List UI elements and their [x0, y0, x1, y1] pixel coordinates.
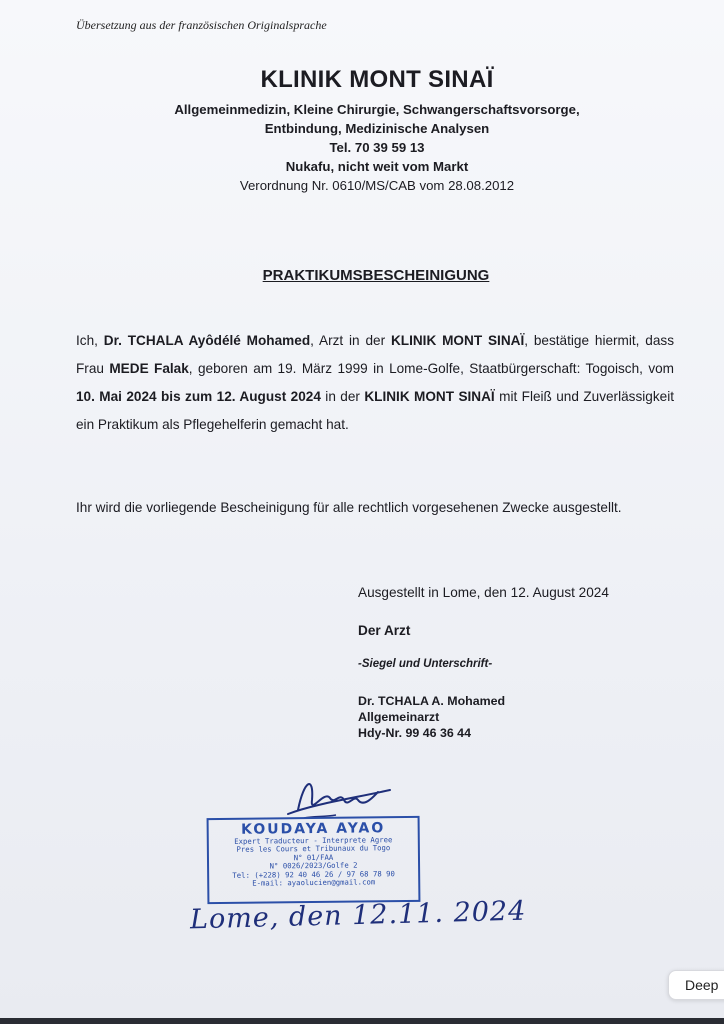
extension-tab-button[interactable]: Deep [668, 970, 724, 1000]
handwritten-date-note: Lome, den 12.11. 2024 [189, 895, 527, 936]
clinic-address: Nukafu, nicht weit vom Markt [285, 159, 469, 174]
seal-signature-label: -Siegel und Unterschrift- [358, 658, 493, 670]
purpose-paragraph: Ihr wird die vorliegende Bescheinigung für alle rechtlich vorgesehenen Zwecke ausgestellt. [76, 500, 622, 515]
clinic-name: KLINIK MONT SINAÏ [260, 66, 494, 93]
issue-place-date: Ausgestellt in Lome, den 12. August 2024 [358, 585, 609, 600]
document-title: PRAKTIKUMSBESCHEINIGUNG [262, 267, 490, 284]
text-segment: mit Fleiß und Zuverlässigkeit ein Praktikum als Pflegehelferin gemacht hat. [76, 389, 674, 432]
trainee-name: MEDE Falak [109, 361, 189, 376]
clinic-services-line2: Entbindung, Medizinische Analysen [264, 121, 490, 136]
stamp-name: KOUDAYA AYAO [241, 820, 386, 838]
translator-stamp [207, 816, 421, 904]
signer-name: Dr. TCHALA A. Mohamed [358, 694, 506, 708]
stamp-line: N° 01/FAA [293, 852, 334, 863]
text-segment: , Arzt in der [310, 333, 391, 348]
letterhead [0, 66, 724, 195]
stamp-line: Tel: (+228) 92 40 46 26 / 97 68 78 90 [232, 868, 395, 880]
stamp-line: N° 0026/2023/Golfe 2 [269, 860, 358, 871]
signer-title: Allgemeinarzt [358, 710, 440, 724]
stamp-line: Expert Traducteur - Interprete Agree [234, 835, 393, 846]
internship-period: 10. Mai 2024 bis zum 12. August 2024 [76, 389, 321, 404]
window-bottom-edge [0, 1018, 724, 1024]
signer-role: Der Arzt [358, 623, 411, 638]
certificate-paragraph [76, 327, 674, 439]
translation-note: Übersetzung aus der französischen Originalsprache [76, 18, 327, 32]
stamp-line: Pres les Cours et Tribunaux du Togo [236, 843, 391, 855]
stamp-line: E-mail: ayaolucien@gmail.com [252, 877, 376, 888]
signer-block [358, 693, 505, 741]
text-segment: , bestätige hiermit, dass Frau [76, 333, 675, 376]
clinic-name-inline: KLINIK MONT SINAÏ [364, 389, 495, 404]
clinic-services-line1: Allgemeinmedizin, Kleine Chirurgie, Schwangerschaftsvorsorge, [174, 102, 580, 117]
signer-phone: Hdy-Nr. 99 46 36 44 [358, 726, 471, 740]
text-segment: , geboren am 19. März 1999 in Lome-Golfe, Staatbürgerschaft: Togoisch, vom [188, 361, 675, 376]
clinic-phone: Tel. 70 39 59 13 [329, 140, 425, 155]
clinic-decree: Verordnung Nr. 0610/MS/CAB vom 28.08.2012 [239, 178, 515, 193]
text-segment: in der [320, 389, 365, 404]
text-segment: Ich, [76, 333, 104, 348]
clinic-name-inline: KLINIK MONT SINAÏ [390, 333, 525, 348]
doctor-name: Dr. TCHALA Ayôdélé Mohamed [103, 333, 311, 348]
